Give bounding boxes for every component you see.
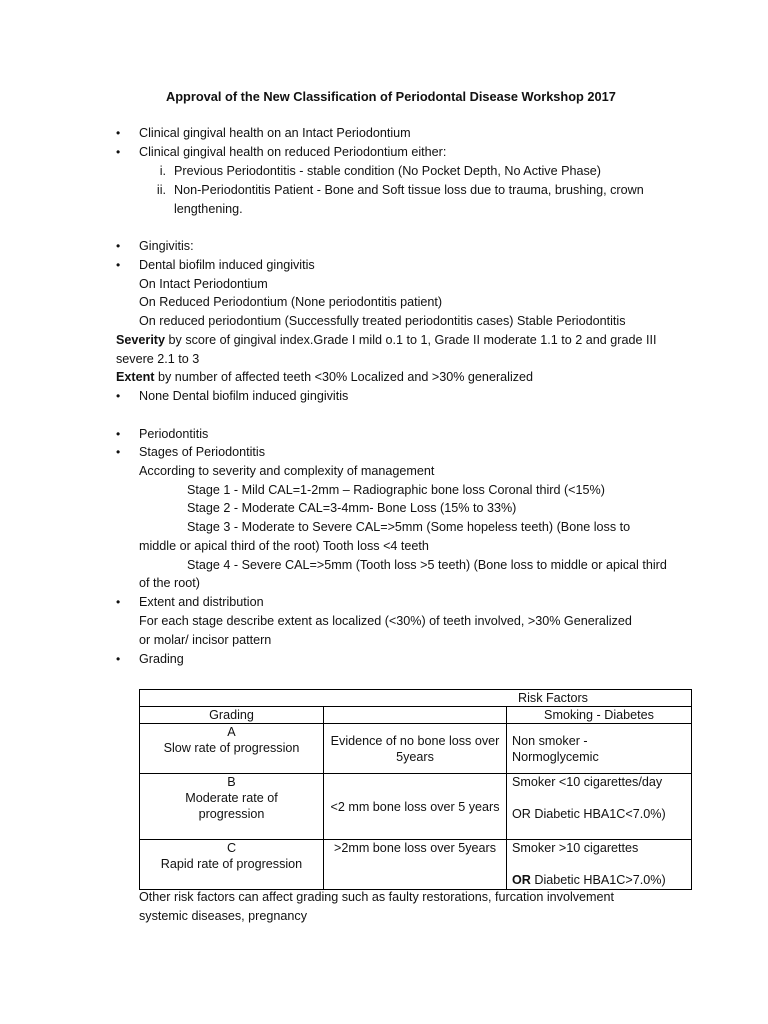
- list-item: Extent and distribution: [139, 595, 264, 609]
- table-row: [140, 707, 692, 724]
- risk-factors-header: Risk Factors: [518, 691, 588, 705]
- stage-2: Stage 2 - Moderate CAL=3-4mm- Bone Loss (15% to 33%): [187, 501, 517, 515]
- risk-line: Normoglycemic: [512, 749, 599, 764]
- risk-cell: [507, 774, 692, 840]
- list-item: Dental biofilm induced gingivitis: [139, 258, 315, 272]
- text-line: On Reduced Periodontium (None periodontitis patient): [139, 295, 443, 309]
- grade-letter: A: [227, 725, 236, 739]
- grading-column-header: Grading: [140, 707, 324, 724]
- grade-cell: [140, 774, 324, 840]
- list-item: Previous Periodontitis - stable condition (No Pocket Depth, No Active Phase): [174, 164, 602, 178]
- list-item: Stages of Periodontitis: [139, 445, 266, 459]
- list-item: Clinical gingival health on reduced Periodontium either:: [139, 145, 447, 159]
- table-cell: [324, 707, 507, 724]
- grade-label: Moderate rate of progression: [185, 791, 278, 821]
- bullet-icon: •: [116, 389, 121, 403]
- severity-continuation: severe 2.1 to 3: [116, 352, 200, 366]
- list-item: Grading: [139, 652, 184, 666]
- grade-label: Slow rate of progression: [163, 741, 300, 755]
- grade-cell: [140, 724, 324, 774]
- list-number: i.: [159, 164, 166, 178]
- bullet-icon: •: [116, 652, 121, 666]
- grade-cell: [140, 840, 324, 890]
- table-row: [140, 840, 692, 890]
- stage-4-continuation: of the root): [139, 576, 200, 590]
- list-item: None Dental biofilm induced gingivitis: [139, 389, 349, 403]
- grade-letter: C: [226, 841, 237, 855]
- grading-table: [139, 689, 692, 890]
- text-line: On reduced periodontium (Successfully treated periodontitis cases) Stable Periodontitis: [139, 314, 626, 328]
- risk-cell: [507, 724, 692, 774]
- smoking-diabetes-header: Smoking - Diabetes: [507, 707, 692, 724]
- list-item: Gingivitis:: [139, 239, 194, 253]
- risk-line: Smoker <10 cigarettes/day: [512, 775, 663, 789]
- stage-4: Stage 4 - Severe CAL=>5mm (Tooth loss >5 teeth) (Bone loss to middle or apical third: [187, 558, 667, 572]
- evidence-cell: [324, 724, 507, 774]
- severity-line: [116, 331, 656, 349]
- bullet-icon: •: [116, 239, 121, 253]
- list-item-continuation: lengthening.: [174, 202, 243, 216]
- list-number: ii.: [156, 183, 166, 197]
- risk-line: [512, 872, 686, 888]
- severity-text: by score of gingival index.Grade I mild o.1 to 1, Grade II moderate 1.1 to 2 and grade III: [165, 333, 657, 347]
- list-item: Periodontitis: [139, 427, 209, 441]
- severity-label: Severity: [116, 333, 166, 347]
- text-line: or molar/ incisor pattern: [139, 633, 272, 647]
- evidence-cell: [324, 774, 507, 840]
- risk-line: OR Diabetic HBA1C<7.0%): [512, 807, 666, 821]
- table-header-cell: [140, 690, 692, 707]
- table-row: [140, 724, 692, 774]
- table-row: [140, 774, 692, 840]
- footer-line: systemic diseases, pregnancy: [139, 909, 307, 923]
- evidence-cell: [324, 840, 507, 890]
- grade-label: Rapid rate of progression: [160, 857, 303, 871]
- footer-line: Other risk factors can affect grading such as faulty restorations, furcation involvement: [139, 890, 615, 904]
- text-line: On Intact Periodontium: [139, 277, 268, 291]
- risk-line: Smoker >10 cigarettes: [512, 841, 639, 855]
- table-row: [140, 690, 692, 707]
- grade-letter: B: [227, 775, 236, 789]
- evidence-text: Evidence of no bone loss over 5years: [330, 733, 500, 764]
- extent-label: Extent: [116, 370, 155, 384]
- text-line: For each stage describe extent as localized (<30%) of teeth involved, >30% Generalized: [139, 614, 632, 628]
- risk-or: OR: [512, 873, 531, 887]
- document-title: Approval of the New Classification of Periodontal Disease Workshop 2017: [166, 89, 616, 104]
- stage-3-continuation: middle or apical third of the root) Tooth loss <4 teeth: [139, 539, 429, 553]
- text-line: According to severity and complexity of management: [139, 464, 435, 478]
- risk-text: Diabetic HBA1C>7.0%): [530, 873, 666, 887]
- bullet-icon: •: [116, 258, 121, 272]
- bullet-icon: •: [116, 145, 121, 159]
- extent-line: [116, 368, 533, 386]
- stage-1: Stage 1 - Mild CAL=1-2mm – Radiographic bone loss Coronal third (<15%): [187, 483, 605, 497]
- bullet-icon: •: [116, 445, 121, 459]
- bullet-icon: •: [116, 126, 121, 140]
- risk-cell: [507, 840, 692, 890]
- evidence-text: <2 mm bone loss over 5 years: [330, 799, 500, 814]
- risk-line: Non smoker -: [512, 733, 588, 748]
- bullet-icon: •: [116, 595, 121, 609]
- stage-3: Stage 3 - Moderate to Severe CAL=>5mm (Some hopeless teeth) (Bone loss to: [187, 520, 631, 534]
- list-item: Clinical gingival health on an Intact Periodontium: [139, 126, 411, 140]
- evidence-text: >2mm bone loss over 5years: [333, 841, 497, 855]
- bullet-icon: •: [116, 427, 121, 441]
- list-item: Non-Periodontitis Patient - Bone and Soft tissue loss due to trauma, brushing, crown: [174, 183, 644, 197]
- extent-text: by number of affected teeth <30% Localized and >30% generalized: [154, 370, 534, 384]
